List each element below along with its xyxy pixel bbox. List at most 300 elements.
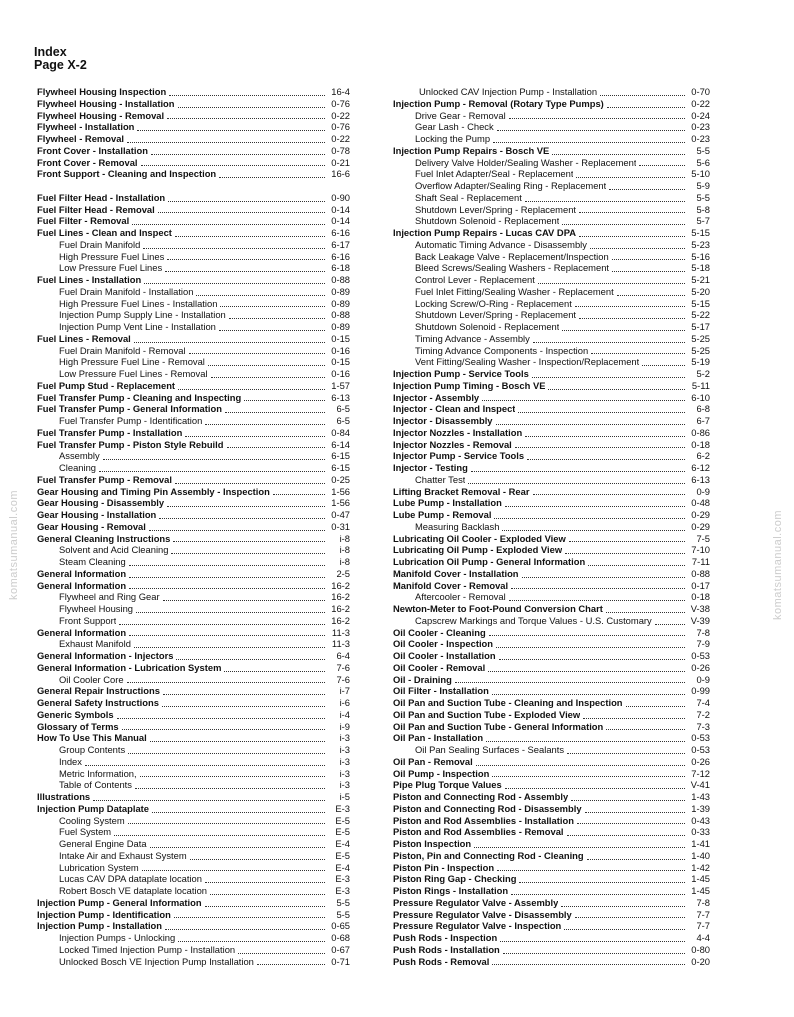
entry-label: Group Contents <box>59 744 126 755</box>
entry-label: Piston and Connecting Rod - Disassembly <box>393 802 582 814</box>
entry-label: Robert Bosch VE dataplate location <box>59 885 208 896</box>
dot-leader <box>135 788 325 789</box>
index-entry <box>37 768 350 780</box>
entry-label: Injector - Clean and Inspect <box>393 403 516 415</box>
index-entry <box>37 486 350 498</box>
index-entry <box>393 157 710 169</box>
entry-label: Fuel Lines - Removal <box>37 332 131 344</box>
entry-page-number: i-7 <box>339 685 350 697</box>
entry-label: Low Pressure Fuel Lines <box>59 262 163 274</box>
dot-leader <box>119 624 325 625</box>
entry-page-number: 6-4 <box>336 650 350 661</box>
index-entry <box>37 321 350 333</box>
index-entry <box>393 850 710 862</box>
entry-page-number: E-5 <box>335 826 350 838</box>
entry-page-number: 0-68 <box>331 932 350 943</box>
entry-page-number: 5-21 <box>691 274 710 285</box>
index-entry <box>393 591 710 603</box>
entry-label: Front Cover - Removal <box>37 156 138 168</box>
dot-leader <box>190 859 325 860</box>
index-entry <box>393 486 710 498</box>
dot-leader <box>162 706 325 707</box>
entry-page-number: i-5 <box>339 791 350 802</box>
entry-page-number: 0-22 <box>691 97 710 109</box>
entry-label: Piston and Rod Assemblies - Removal <box>393 826 564 838</box>
index-entry <box>393 274 710 286</box>
index-entry <box>393 533 710 545</box>
entry-page-number: 0-89 <box>331 321 350 332</box>
entry-page-number: 6-2 <box>696 450 710 462</box>
dot-leader <box>165 929 325 930</box>
dot-leader <box>152 812 325 813</box>
dot-leader <box>205 906 325 907</box>
dot-leader <box>149 530 325 531</box>
entry-label: Fuel Inlet Fitting/Sealing Washer - Replacement <box>415 285 614 297</box>
entry-label: High Pressure Fuel Lines - Installation <box>59 297 218 309</box>
index-entry <box>393 709 710 721</box>
index-entry <box>37 944 350 956</box>
index-entry <box>37 556 350 568</box>
entry-page-number: 5-19 <box>691 356 710 368</box>
entry-label: Control Lever - Replacement <box>415 274 535 285</box>
entry-label: Injection Pump - Installation <box>37 920 163 932</box>
entry-page-number: 6-12 <box>691 462 710 473</box>
entry-label: Flywheel - Removal <box>37 133 125 144</box>
entry-page-number: 16-2 <box>331 591 350 603</box>
dot-leader <box>185 436 325 437</box>
entry-page-number: E-5 <box>335 814 350 826</box>
dot-leader <box>129 577 325 578</box>
entry-label: Lubricating Oil Cooler - Exploded View <box>393 532 566 544</box>
index-entry <box>37 298 350 310</box>
index-entry <box>393 685 710 697</box>
entry-label: Fuel Transfer Pump - Removal <box>37 473 172 485</box>
dot-leader <box>158 212 325 213</box>
entry-label: Fuel Filter - Removal <box>37 215 130 227</box>
page-number-heading: Page X-2 <box>34 58 87 72</box>
index-entry <box>393 215 710 227</box>
index-entry <box>393 638 710 650</box>
entry-page-number: 5-9 <box>696 180 710 191</box>
index-entry <box>37 145 350 157</box>
index-entry <box>37 591 350 603</box>
dot-leader <box>525 201 685 202</box>
index-entry <box>393 450 710 462</box>
entry-page-number: 0-80 <box>691 943 710 955</box>
index-entry <box>393 603 710 615</box>
dot-leader <box>205 882 325 883</box>
index-entry <box>37 709 350 721</box>
dot-leader <box>136 612 325 613</box>
entry-label: Oil - Draining <box>393 673 452 685</box>
entry-page-number: 5-16 <box>691 250 710 262</box>
index-entry <box>393 380 710 392</box>
dot-leader <box>141 165 325 166</box>
index-entry <box>393 227 710 239</box>
entry-label: Gear Housing - Removal <box>37 520 146 532</box>
entry-label: Fuel Lines - Installation <box>37 274 142 285</box>
entry-page-number: 0-22 <box>331 133 350 144</box>
index-entry <box>37 850 350 862</box>
index-entry <box>393 133 710 145</box>
index-entry <box>37 521 350 533</box>
index-entry <box>393 145 710 157</box>
index-entry <box>393 674 710 686</box>
entry-label: Drive Gear - Removal <box>415 109 506 121</box>
index-entry <box>37 650 350 662</box>
entry-page-number: 0-90 <box>331 191 350 203</box>
index-entry <box>393 521 710 533</box>
entry-label: Gear Housing - Disassembly <box>37 497 165 509</box>
entry-label: Exhaust Manifold <box>59 638 131 650</box>
index-entry <box>393 826 710 838</box>
entry-label: Locking Screw/O-Ring - Replacement <box>415 297 572 309</box>
dot-leader <box>117 718 325 719</box>
index-entry <box>393 568 710 580</box>
entry-label: General Information - Lubrication System <box>37 661 222 673</box>
dot-leader <box>509 118 685 119</box>
entry-label: Fuel Transfer Pump - General Information <box>37 403 222 415</box>
entry-page-number: 7-4 <box>696 697 710 708</box>
dot-leader <box>575 306 685 307</box>
index-entry <box>393 909 710 921</box>
dot-leader <box>639 165 685 166</box>
index-entry <box>37 168 350 180</box>
dot-leader <box>499 659 685 660</box>
dot-leader <box>583 718 685 719</box>
entry-label: Table of Contents <box>59 779 132 791</box>
index-entry <box>37 251 350 263</box>
entry-label: Oil Pan - Removal <box>393 755 473 767</box>
index-entry <box>393 192 710 204</box>
entry-page-number: 6-14 <box>331 438 350 450</box>
index-entry <box>393 321 710 333</box>
entry-page-number: 5-5 <box>696 191 710 203</box>
dot-leader <box>224 671 325 672</box>
index-column-right <box>393 86 710 967</box>
entry-label: Illustrations <box>37 791 91 802</box>
entry-page-number: 7-6 <box>336 673 350 685</box>
dot-leader <box>176 659 325 660</box>
entry-label: Injection Pump Vent Line - Installation <box>59 321 216 332</box>
entry-label: General Information <box>37 626 127 638</box>
dot-leader <box>140 776 325 777</box>
entry-page-number: 0-86 <box>691 426 710 438</box>
entry-label: General Information <box>37 567 127 579</box>
dot-leader <box>167 506 325 507</box>
dot-leader <box>142 870 325 871</box>
entry-label: High Pressure Fuel Lines <box>59 250 165 262</box>
entry-page-number: 7-6 <box>336 661 350 673</box>
dot-leader <box>511 894 685 895</box>
entry-page-number: 6-5 <box>336 415 350 426</box>
entry-label: Piston, Pin and Connecting Rod - Cleaning <box>393 849 584 861</box>
index-entry <box>37 86 350 98</box>
index-entry <box>37 439 350 451</box>
entry-label: Manifold Cover - Installation <box>393 567 519 579</box>
index-entry <box>37 862 350 874</box>
dot-leader <box>211 377 326 378</box>
entry-page-number: 0-78 <box>331 144 350 156</box>
dot-leader <box>492 694 685 695</box>
index-entry <box>393 286 710 298</box>
entry-page-number: 7-7 <box>696 920 710 932</box>
entry-page-number: 0-17 <box>691 579 710 591</box>
entry-page-number: 0-65 <box>331 920 350 932</box>
dot-leader <box>127 682 325 683</box>
index-entry <box>393 650 710 662</box>
dot-leader <box>150 741 325 742</box>
index-entry <box>393 403 710 415</box>
entry-page-number: 1-45 <box>691 873 710 885</box>
entry-label: High Pressure Fuel Line - Removal <box>59 356 205 368</box>
entry-label: Front Support - Cleaning and Inspection <box>37 168 217 180</box>
entry-label: Fuel Lines - Clean and Inspect <box>37 227 172 238</box>
entry-page-number: 1-41 <box>691 838 710 849</box>
dot-leader <box>579 236 685 237</box>
dot-leader <box>496 424 685 425</box>
index-entry <box>393 732 710 744</box>
entry-page-number: 0-29 <box>691 520 710 532</box>
index-entry <box>37 803 350 815</box>
dot-leader <box>503 953 685 954</box>
dot-leader <box>210 894 325 895</box>
entry-page-number: 0-99 <box>691 685 710 697</box>
entry-page-number: 7-7 <box>696 908 710 920</box>
index-entry <box>37 603 350 615</box>
entry-page-number: 0-31 <box>331 520 350 532</box>
entry-label: Injection Pump Repairs - Bosch VE <box>393 144 550 156</box>
index-entry <box>393 803 710 815</box>
entry-page-number: 6-15 <box>331 450 350 462</box>
dot-leader <box>577 823 685 824</box>
entry-label: Piston Rings - Installation <box>393 885 509 896</box>
entry-page-number: 0-23 <box>691 133 710 144</box>
entry-label: Injector Nozzles - Removal <box>393 438 512 450</box>
entry-label: Piston Ring Gap - Checking <box>393 873 517 885</box>
dot-leader <box>225 412 325 413</box>
index-entry <box>37 239 350 251</box>
entry-label: Fuel Drain Manifold - Installation <box>59 285 194 297</box>
index-entry <box>37 345 350 357</box>
entry-page-number: 16-4 <box>331 86 350 97</box>
dot-leader <box>151 154 325 155</box>
index-entry <box>37 215 350 227</box>
index-entry <box>37 580 350 592</box>
entry-label: Injection Pump Timing - Bosch VE <box>393 379 546 391</box>
entry-label: Delivery Valve Holder/Sealing Washer - Replacement <box>415 156 637 168</box>
entry-label: Injection Pump - General Information <box>37 896 202 908</box>
page-header <box>34 46 87 72</box>
index-entry <box>37 474 350 486</box>
dot-leader <box>626 706 685 707</box>
entry-page-number: 5-8 <box>696 203 710 215</box>
index-entry <box>37 662 350 674</box>
index-entry <box>393 392 710 404</box>
index-entry <box>37 533 350 545</box>
index-entry <box>393 121 710 133</box>
index-entry <box>37 873 350 885</box>
dot-leader <box>612 271 685 272</box>
entry-label: Gear Housing - Installation <box>37 509 157 520</box>
dot-leader <box>208 365 325 366</box>
dot-leader <box>564 929 685 930</box>
entry-label: Pressure Regulator Valve - Inspection <box>393 920 562 932</box>
entry-label: Glossary of Terms <box>37 720 119 732</box>
entry-label: Fuel Inlet Adapter/Seal - Replacement <box>415 168 574 180</box>
dot-leader <box>518 412 685 413</box>
entry-label: Fuel Transfer Pump - Cleaning and Inspecting <box>37 391 242 403</box>
dot-leader <box>482 400 685 401</box>
entry-page-number: 5-2 <box>696 368 710 379</box>
dot-leader <box>175 236 325 237</box>
index-column-left <box>37 86 350 967</box>
index-entry <box>393 932 710 944</box>
entry-page-number: i-3 <box>339 767 350 779</box>
entry-page-number: 16-2 <box>331 603 350 614</box>
index-entry <box>37 286 350 298</box>
entry-page-number: 16-6 <box>331 168 350 180</box>
entry-page-number: 1-43 <box>691 791 710 802</box>
index-entry <box>37 956 350 968</box>
entry-page-number: 6-16 <box>331 227 350 238</box>
entry-page-number: 0-16 <box>331 344 350 356</box>
entry-page-number: 7-8 <box>696 896 710 908</box>
dot-leader <box>567 753 685 754</box>
dot-leader <box>591 353 685 354</box>
entry-label: Flywheel Housing <box>59 603 133 614</box>
entry-page-number: 1-45 <box>691 885 710 896</box>
dot-leader <box>189 353 325 354</box>
index-entry <box>37 885 350 897</box>
entry-label: Locked Timed Injection Pump - Installation <box>59 943 236 955</box>
entry-page-number: 5-25 <box>691 344 710 356</box>
entry-page-number: 7-10 <box>691 544 710 556</box>
entry-label: Shutdown Solenoid - Replacement <box>415 215 560 227</box>
entry-page-number: i-3 <box>339 732 350 744</box>
entry-label: Timing Advance Components - Inspection <box>415 344 589 356</box>
entry-page-number: 5-17 <box>691 321 710 332</box>
dot-leader <box>522 577 685 578</box>
entry-label: Cooling System <box>59 814 125 826</box>
index-entry <box>37 544 350 556</box>
entry-page-number: 0-70 <box>691 86 710 97</box>
index-entry <box>37 157 350 169</box>
entry-page-number: 16-2 <box>331 579 350 591</box>
dot-leader <box>606 729 685 730</box>
entry-page-number: 0-47 <box>331 509 350 520</box>
dot-leader <box>533 494 686 495</box>
entry-label: Manifold Cover - Removal <box>393 579 509 591</box>
dot-leader <box>489 635 685 636</box>
index-entry <box>393 556 710 568</box>
entry-page-number: i-6 <box>339 697 350 708</box>
index-entry <box>393 415 710 427</box>
entry-label: Oil Cooler - Removal <box>393 661 486 673</box>
index-entry <box>37 462 350 474</box>
dot-leader <box>257 964 325 965</box>
entry-label: Shutdown Lever/Spring - Replacement <box>415 203 577 215</box>
index-entry <box>393 944 710 956</box>
entry-page-number: 6-13 <box>331 391 350 403</box>
index-entry <box>393 251 710 263</box>
entry-page-number: 0-29 <box>691 509 710 520</box>
dot-leader <box>606 612 685 613</box>
entry-page-number: 0-14 <box>331 215 350 227</box>
dot-leader <box>122 729 325 730</box>
index-entry <box>393 779 710 791</box>
index-entry <box>37 392 350 404</box>
entry-page-number: 0-71 <box>331 955 350 967</box>
entry-page-number: E-5 <box>335 849 350 861</box>
index-entry <box>37 909 350 921</box>
entry-page-number: 5-10 <box>691 168 710 180</box>
entry-page-number: 5-20 <box>691 285 710 297</box>
index-entry <box>37 333 350 345</box>
index-entry <box>393 838 710 850</box>
entry-label: Capscrew Markings and Torque Values - U.S. Customary <box>415 614 652 626</box>
entry-label: Fuel Drain Manifold - Removal <box>59 344 186 356</box>
index-entry <box>37 427 350 439</box>
entry-label: Unlocked CAV Injection Pump - Installation <box>419 86 598 97</box>
dot-leader <box>144 283 325 284</box>
dot-leader <box>476 765 685 766</box>
entry-label: Injection Pump Dataplate <box>37 802 149 814</box>
entry-label: Index <box>59 755 82 767</box>
dot-leader <box>196 295 325 296</box>
entry-label: General Cleaning Instructions <box>37 532 171 544</box>
index-entry <box>37 356 350 368</box>
index-entry <box>37 509 350 521</box>
entry-label: How To Use This Manual <box>37 732 147 744</box>
entry-label: Measuring Backlash <box>415 520 500 532</box>
index-entry <box>393 239 710 251</box>
dot-leader <box>167 118 325 119</box>
entry-label: Lifting Bracket Removal - Rear <box>393 485 530 497</box>
index-entry <box>393 885 710 897</box>
entry-label: Shutdown Lever/Spring - Replacement <box>415 309 577 321</box>
dot-leader <box>178 389 325 390</box>
dot-leader <box>486 741 685 742</box>
dot-leader <box>150 847 325 848</box>
entry-label: Aftercooler - Removal <box>415 591 506 603</box>
index-entry <box>393 309 710 321</box>
entry-label: Piston Inspection <box>393 838 472 849</box>
entry-label: Lube Pump - Removal <box>393 509 492 520</box>
entry-label: Lube Pump - Installation <box>393 497 502 509</box>
entry-label: Oil Pan Sealing Surfaces - Sealants <box>415 744 565 755</box>
entry-label: General Information <box>37 579 127 591</box>
dot-leader <box>114 835 325 836</box>
entry-page-number: 0-15 <box>331 356 350 368</box>
entry-page-number: V-41 <box>690 779 710 791</box>
dot-leader <box>500 941 685 942</box>
entry-page-number: 6-13 <box>691 473 710 485</box>
entry-label: Injection Pumps - Unlocking <box>59 932 176 943</box>
index-entry <box>393 368 710 380</box>
index-entry <box>393 86 710 98</box>
dot-leader <box>609 189 685 190</box>
dot-leader <box>571 800 685 801</box>
entry-label: Flywheel - Installation <box>37 121 135 133</box>
entry-page-number: 7-9 <box>696 638 710 650</box>
index-entry <box>393 180 710 192</box>
dot-leader <box>519 882 685 883</box>
entry-page-number: 6-16 <box>331 250 350 262</box>
entry-label: Lubrication System <box>59 861 139 873</box>
index-entry <box>37 756 350 768</box>
entry-page-number: i-3 <box>339 779 350 791</box>
